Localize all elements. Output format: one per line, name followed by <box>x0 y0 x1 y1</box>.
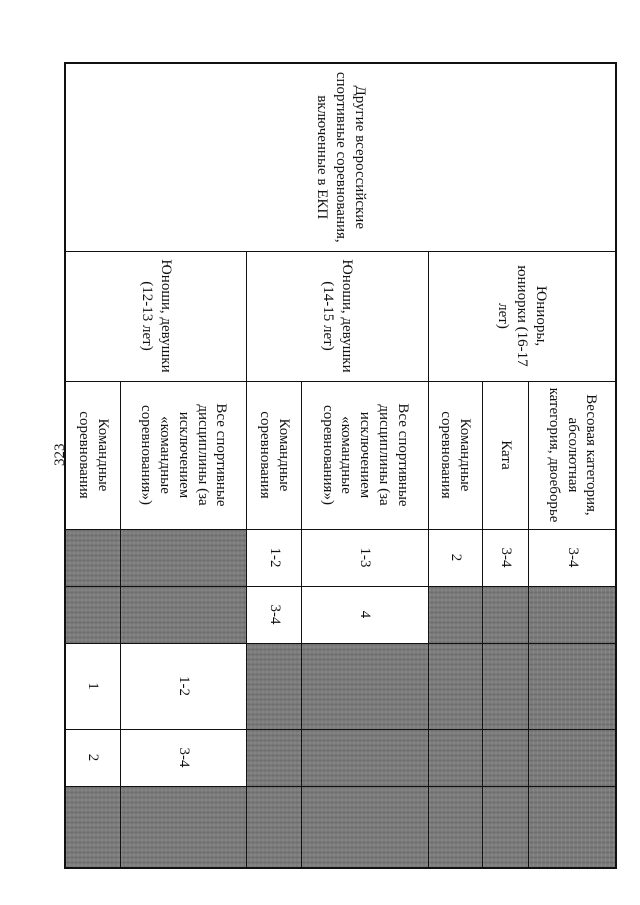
value-cell: 3-4 <box>483 529 529 586</box>
shaded-cell <box>483 729 529 786</box>
shaded-cell <box>65 786 120 868</box>
shaded-cell <box>483 586 529 643</box>
value-cell: 3-4 <box>247 586 302 643</box>
discipline-cell: Командные соревнования <box>428 381 483 529</box>
shaded-cell <box>483 643 529 729</box>
value-cell: 3-4 <box>120 729 247 786</box>
shaded-cell <box>301 786 428 868</box>
value-cell: 3-4 <box>529 529 616 586</box>
age-group-cell: Юниоры, юниорки (16-17 лет) <box>428 251 616 381</box>
value-cell: 4 <box>301 586 428 643</box>
shaded-cell <box>428 729 483 786</box>
value-cell: 1-3 <box>301 529 428 586</box>
value-cell: 2 <box>428 529 483 586</box>
shaded-cell <box>120 586 247 643</box>
shaded-cell <box>529 729 616 786</box>
shaded-cell <box>529 643 616 729</box>
shaded-cell <box>247 729 302 786</box>
page-number: 323 <box>52 443 68 466</box>
age-group-cell: Юноши, девушки (14-15 лет) <box>247 251 428 381</box>
rotated-table-container <box>64 62 617 867</box>
discipline-cell: Командные соревнования <box>65 381 120 529</box>
table-row <box>529 63 616 868</box>
discipline-cell: Все спортивные дисциплины (за исключением «командные соревнования») <box>301 381 428 529</box>
discipline-cell: Ката <box>483 381 529 529</box>
shaded-cell <box>120 529 247 586</box>
value-cell: 1-2 <box>247 529 302 586</box>
shaded-cell <box>120 786 247 868</box>
shaded-cell <box>247 786 302 868</box>
shaded-cell <box>301 729 428 786</box>
discipline-cell: Все спортивные дисциплины (за исключением «командные соревнования») <box>120 381 247 529</box>
discipline-cell: Командные соревнования <box>247 381 302 529</box>
shaded-cell <box>529 786 616 868</box>
value-cell: 2 <box>65 729 120 786</box>
discipline-cell: Весовая категория, абсолютная категория, двоеборье <box>529 381 616 529</box>
shaded-cell <box>301 643 428 729</box>
value-cell: 1 <box>65 643 120 729</box>
ranking-table <box>64 62 617 869</box>
value-cell: 1-2 <box>120 643 247 729</box>
shaded-cell <box>65 586 120 643</box>
shaded-cell <box>428 643 483 729</box>
shaded-cell <box>529 586 616 643</box>
shaded-cell <box>247 643 302 729</box>
age-group-cell: Юноши, девушки (12-13 лет) <box>65 251 247 381</box>
event-label: Другие всероссийские спортивные соревнования, включенные в ЕКП <box>65 63 616 251</box>
shaded-cell <box>65 529 120 586</box>
shaded-cell <box>483 786 529 868</box>
shaded-cell <box>428 586 483 643</box>
shaded-cell <box>428 786 483 868</box>
